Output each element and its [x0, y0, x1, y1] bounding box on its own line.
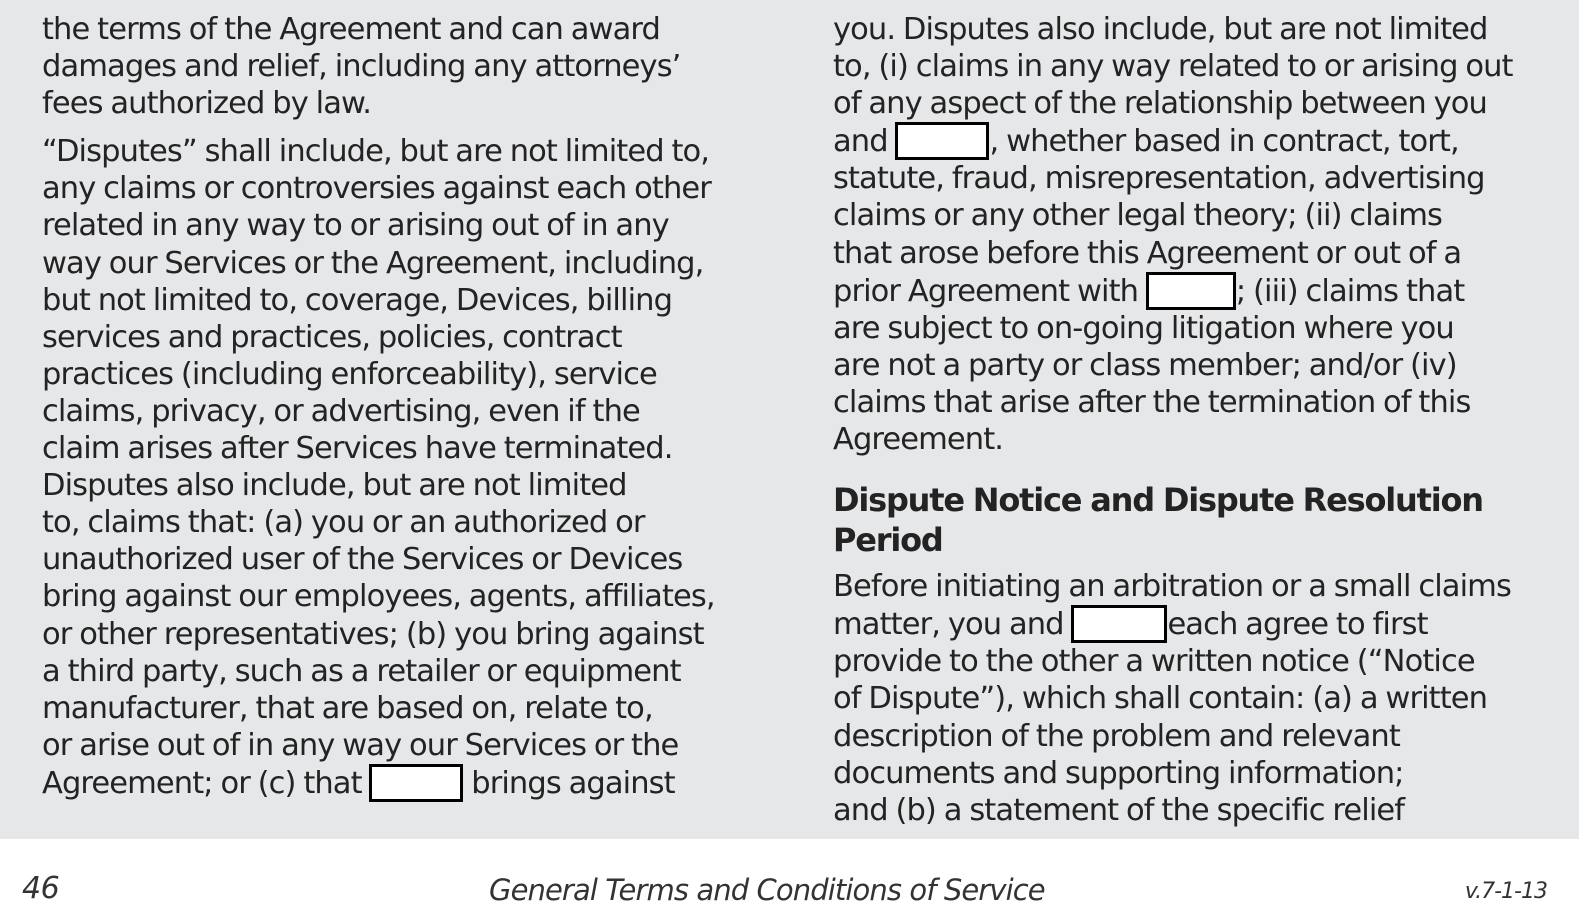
paragraph-attorneys-fees [42, 11, 742, 122]
text-line: statute, fraud, misrepresentation, advertising [833, 161, 1485, 197]
page-number: 46 [22, 871, 60, 906]
text-line: a third party, such as a retailer or equipment [42, 653, 681, 689]
text-fragment: ; (iii) claims that [1235, 273, 1465, 309]
text-line [833, 122, 1533, 160]
text-line: unauthorized user of the Services or Devices [42, 542, 683, 578]
text-line: services and practices, policies, contract [42, 319, 622, 355]
text-line: practices (including enforceability), service [42, 356, 657, 392]
text-line: of any aspect of the relationship between you [833, 86, 1487, 122]
text-line: Before initiating an arbitration or a small claims [833, 569, 1511, 605]
text-line: Disputes also include, but are not limited [42, 468, 627, 504]
text-line: or other representatives; (b) you bring against [42, 616, 704, 652]
text-line: Agreement. [833, 422, 1004, 458]
text-line [833, 605, 1533, 643]
text-line: but not limited to, coverage, Devices, billing [42, 282, 673, 318]
text-line: of Dispute”), which shall contain: (a) a written [833, 681, 1488, 717]
left-column [42, 11, 742, 802]
section-heading [833, 480, 1533, 560]
text-fragment: , whether based in contract, tort, [989, 124, 1459, 160]
redaction-box [369, 764, 463, 802]
text-line: claims or any other legal theory; (ii) claims [833, 198, 1442, 234]
text-fragment: and [833, 124, 888, 160]
redaction-box [1146, 272, 1236, 310]
version-label: v.7-1-13 [1464, 879, 1547, 904]
text-line: description of the problem and relevant [833, 718, 1400, 754]
text-fragment: brings against [471, 765, 675, 801]
text-line: fees authorized by law. [42, 86, 372, 122]
heading-line: Period [833, 521, 943, 560]
text-line: provide to the other a written notice (“Notice [833, 644, 1475, 680]
text-line [42, 764, 742, 802]
redaction-box [1071, 605, 1167, 643]
text-fragment: each agree to first [1167, 607, 1428, 643]
text-line: to, (i) claims in any way related to or arising out [833, 49, 1513, 85]
document-title: General Terms and Conditions of Service [489, 873, 1045, 907]
text-line: way our Services or the Agreement, including, [42, 245, 704, 281]
text-line: claim arises after Services have terminated. [42, 431, 673, 467]
text-line: related in any way to or arising out of in any [42, 208, 669, 244]
text-fragment: prior Agreement with [833, 273, 1139, 309]
text-line: and (b) a statement of the specific relief [833, 792, 1405, 828]
paragraph-disputes-continued [833, 11, 1533, 458]
text-line: that arose before this Agreement or out of a [833, 235, 1462, 271]
text-line: to, claims that: (a) you or an authorized or [42, 505, 645, 541]
text-line: damages and relief, including any attorneys’ [42, 49, 681, 85]
text-line: you. Disputes also include, but are not limited [833, 12, 1488, 47]
text-fragment: matter, you and [833, 607, 1064, 643]
right-column [833, 11, 1533, 829]
text-line: the terms of the Agreement and can award [42, 12, 660, 47]
text-line: manufacturer, that are based on, relate to, [42, 690, 653, 726]
text-line: are not a party or class member; and/or (iv) [833, 347, 1457, 383]
text-line: claims that arise after the termination of this [833, 384, 1471, 420]
text-line: or arise out of in any way our Services or the [42, 727, 679, 763]
paragraph-disputes-definition [42, 133, 742, 802]
text-line: are subject to on-going litigation where you [833, 310, 1454, 346]
heading-line: Dispute Notice and Dispute Resolution [833, 481, 1483, 520]
page-footer [0, 839, 1579, 910]
text-line: any claims or controversies against each other [42, 171, 711, 207]
text-line [833, 272, 1533, 310]
text-line: documents and supporting information; [833, 755, 1404, 791]
text-line: “Disputes” shall include, but are not limited to, [42, 134, 710, 170]
redaction-box [895, 122, 989, 160]
text-fragment: Agreement; or (c) that [42, 765, 362, 801]
text-line: bring against our employees, agents, affiliates, [42, 579, 715, 615]
text-line: claims, privacy, or advertising, even if the [42, 393, 640, 429]
paragraph-dispute-notice [833, 568, 1533, 829]
